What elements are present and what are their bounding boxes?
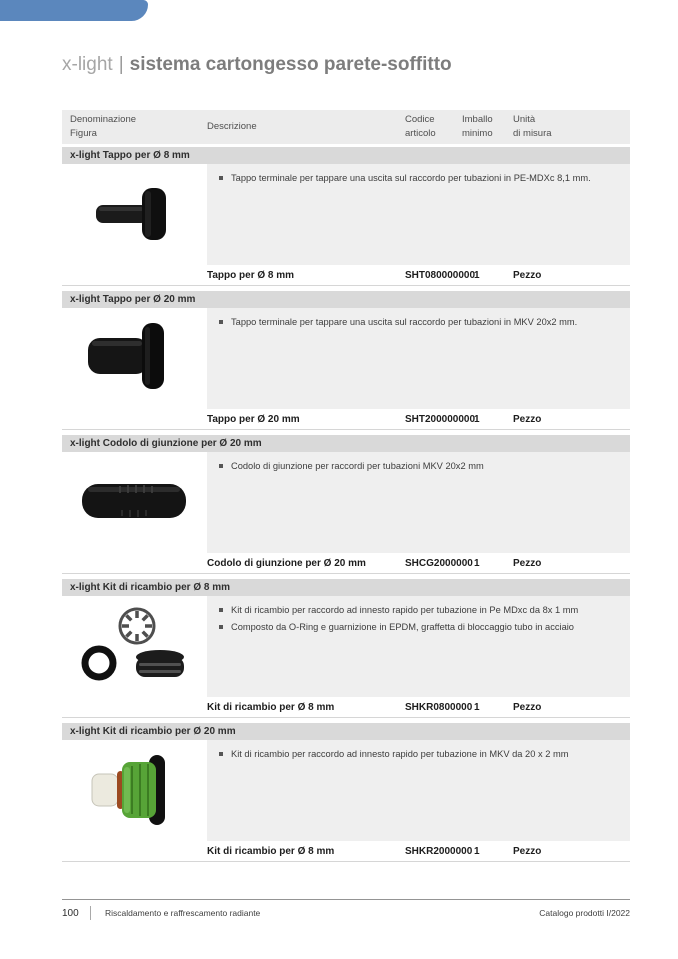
header-line: Denominazione <box>70 114 137 126</box>
product-unit: Pezzo <box>513 413 542 425</box>
description-bullet <box>217 748 620 762</box>
product-code: SHT080000000 <box>405 269 476 281</box>
page-footer <box>62 899 630 920</box>
product-min-pack: 1 <box>474 701 480 713</box>
header-line: Figura <box>70 128 97 139</box>
page-title-light: x-light <box>62 54 113 75</box>
description-bullet <box>217 460 620 474</box>
description-panel <box>207 452 630 553</box>
bullet-square-icon <box>219 625 223 629</box>
footer-divider <box>90 906 91 920</box>
product-figure <box>62 740 207 841</box>
bullet-square-icon <box>219 752 223 756</box>
description-list <box>217 316 620 330</box>
product-name: Kit di ricambio per Ø 8 mm <box>207 845 335 857</box>
description-list <box>217 604 620 635</box>
product-row <box>62 841 630 862</box>
section-header-bar <box>62 435 630 452</box>
table-header <box>62 110 630 144</box>
description-bullet <box>217 316 620 330</box>
product-section <box>62 435 630 574</box>
product-row <box>62 409 630 430</box>
product-code: SHCG2000000 <box>405 557 473 569</box>
description-text: Tappo terminale per tappare una uscita sul raccordo per tubazioni in MKV 20x2 mm. <box>231 317 578 327</box>
product-min-pack: 1 <box>474 269 480 281</box>
header-denominazione-figura <box>62 110 207 144</box>
footer-right-text: Catalogo prodotti I/2022 <box>539 908 630 918</box>
header-descrizione <box>207 110 405 144</box>
description-list <box>217 748 620 762</box>
description-text: Kit di ricambio per raccordo ad innesto rapido per tubazione in MKV da 20 x 2 mm <box>231 749 569 759</box>
section-header-bar <box>62 723 630 740</box>
description-panel <box>207 308 630 409</box>
description-panel <box>207 164 630 265</box>
product-table <box>62 110 630 867</box>
black-cap-20mm-image <box>62 308 207 408</box>
description-text: Tappo terminale per tappare una uscita sul raccordo per tubazioni in PE-MDXc 8,1 mm. <box>231 173 591 183</box>
header-line: di misura <box>513 128 552 139</box>
footer-left-text: Riscaldamento e raffrescamento radiante <box>105 908 261 918</box>
page-title-bold: sistema cartongesso parete-soffitto <box>129 54 452 75</box>
description-bullet <box>217 604 620 618</box>
section-body <box>62 164 630 265</box>
section-header-bar <box>62 147 630 164</box>
product-code: SHKR0800000 <box>405 701 473 713</box>
section-header-bar <box>62 579 630 596</box>
section-header-label: x-light Tappo per Ø 8 mm <box>70 150 190 161</box>
header-unita-di-misura <box>513 110 630 144</box>
header-line: Unità <box>513 114 536 126</box>
header-line: minimo <box>462 128 493 139</box>
description-text: Composto da O-Ring e guarnizione in EPDM, graffetta di bloccaggio tubo in acciaio <box>231 621 574 632</box>
page-number: 100 <box>62 907 79 919</box>
page-title-separator: | <box>118 54 124 75</box>
product-unit: Pezzo <box>513 557 542 569</box>
product-unit: Pezzo <box>513 269 542 281</box>
header-line: articolo <box>405 128 436 139</box>
product-row <box>62 697 630 718</box>
description-list <box>217 460 620 474</box>
product-figure <box>62 596 207 697</box>
product-name: Tappo per Ø 8 mm <box>207 269 295 281</box>
product-row <box>62 553 630 574</box>
header-line: Codice <box>405 114 435 126</box>
section-body <box>62 596 630 697</box>
product-name: Tappo per Ø 20 mm <box>207 413 300 425</box>
description-panel <box>207 740 630 841</box>
header-line: Imballo <box>462 114 493 126</box>
product-row <box>62 265 630 286</box>
bullet-square-icon <box>219 320 223 324</box>
product-code: SHKR2000000 <box>405 845 473 857</box>
description-list <box>217 172 620 186</box>
section-header-label: x-light Codolo di giunzione per Ø 20 mm <box>70 438 262 449</box>
black-ribbed-sleeve-image <box>62 452 207 552</box>
product-section <box>62 147 630 286</box>
table-sections <box>62 147 630 862</box>
product-section <box>62 579 630 718</box>
page-corner-tab <box>0 0 148 21</box>
product-unit: Pezzo <box>513 701 542 713</box>
product-section <box>62 291 630 430</box>
bullet-square-icon <box>219 608 223 612</box>
bullet-square-icon <box>219 464 223 468</box>
product-figure <box>62 452 207 553</box>
section-body <box>62 740 630 841</box>
star-washer-oring-gasket-image <box>62 596 207 696</box>
bullet-square-icon <box>219 176 223 180</box>
header-imballo-minimo <box>462 110 513 144</box>
section-header-label: x-light Kit di ricambio per Ø 8 mm <box>70 582 231 593</box>
product-name: Codolo di giunzione per Ø 20 mm <box>207 557 366 569</box>
product-figure <box>62 164 207 265</box>
product-code: SHT200000000 <box>405 413 476 425</box>
section-body <box>62 452 630 553</box>
product-min-pack: 1 <box>474 413 480 425</box>
description-panel <box>207 596 630 697</box>
green-fitting-kit-image <box>62 740 207 840</box>
header-line: Descrizione <box>207 121 257 133</box>
header-codice-articolo <box>405 110 462 144</box>
section-header-bar <box>62 291 630 308</box>
product-section <box>62 723 630 862</box>
product-figure <box>62 308 207 409</box>
section-header-label: x-light Tappo per Ø 20 mm <box>70 294 196 305</box>
description-bullet <box>217 621 620 635</box>
section-header-label: x-light Kit di ricambio per Ø 20 mm <box>70 726 236 737</box>
page-title <box>62 54 452 76</box>
black-cap-8mm-image <box>62 164 207 264</box>
product-name: Kit di ricambio per Ø 8 mm <box>207 701 335 713</box>
description-text: Kit di ricambio per raccordo ad innesto rapido per tubazione in Pe MDxc da 8x 1 mm <box>231 605 579 615</box>
product-min-pack: 1 <box>474 845 480 857</box>
description-bullet <box>217 172 620 186</box>
product-min-pack: 1 <box>474 557 480 569</box>
product-unit: Pezzo <box>513 845 542 857</box>
description-text: Codolo di giunzione per raccordi per tubazioni MKV 20x2 mm <box>231 461 484 471</box>
section-body <box>62 308 630 409</box>
